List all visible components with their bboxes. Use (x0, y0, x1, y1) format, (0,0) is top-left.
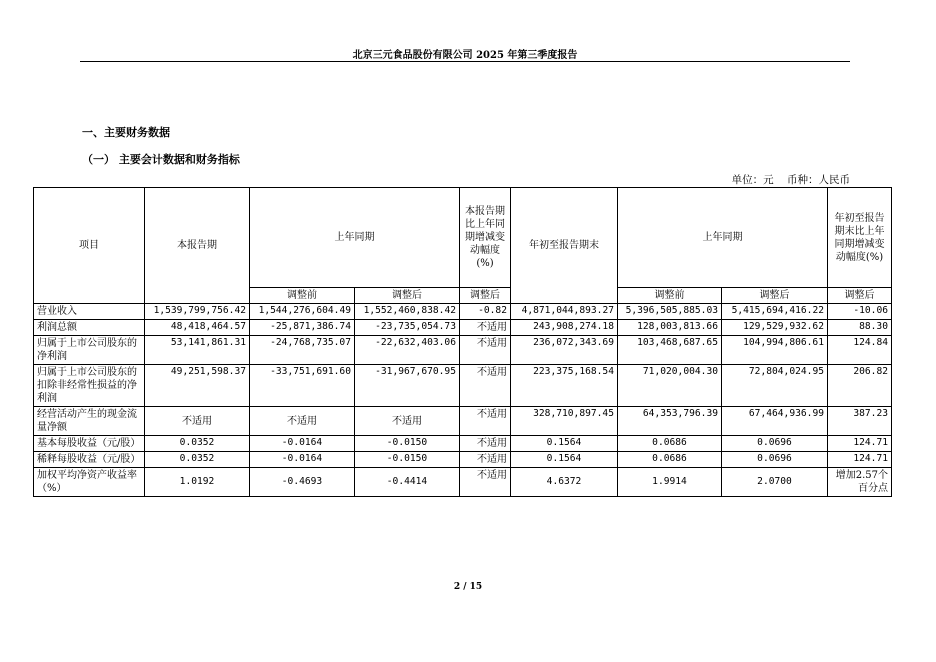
cell-value: 0.0352 (145, 436, 250, 452)
header-item: 项目 (34, 188, 145, 304)
cell-value: 增加2.57个百分点 (828, 468, 892, 497)
cell-value: 67,464,936.99 (722, 407, 828, 436)
cell-value: 72,804,024.95 (722, 365, 828, 407)
cell-value: 124.71 (828, 452, 892, 468)
cell-value: -31,967,670.95 (355, 365, 460, 407)
table-header-row (34, 188, 892, 288)
header-ytd: 年初至报告期末 (511, 188, 618, 304)
header-ytd-change: 年初至报告期末比上年同期增减变动幅度(%) (828, 188, 892, 288)
row-label: 加权平均净资产收益率（%） (34, 468, 145, 497)
cell-value: 0.0696 (722, 436, 828, 452)
subheader-after-change-ytd: 调整后 (828, 288, 892, 304)
cell-value: 0.1564 (511, 452, 618, 468)
cell-value: -24,768,735.07 (250, 336, 355, 365)
table-row (34, 320, 892, 336)
table-row (34, 304, 892, 320)
subheader-after-change: 调整后 (460, 288, 511, 304)
cell-value: 88.30 (828, 320, 892, 336)
cell-value: 1,544,276,604.49 (250, 304, 355, 320)
table-row (34, 336, 892, 365)
table-row (34, 468, 892, 497)
cell-value: 48,418,464.57 (145, 320, 250, 336)
page-number: 2 / 15 (453, 582, 483, 592)
cell-value: 103,468,687.65 (618, 336, 722, 365)
cell-value: 0.0352 (145, 452, 250, 468)
cell-value: 5,415,694,416.22 (722, 304, 828, 320)
cell-value: -10.06 (828, 304, 892, 320)
cell-value: 124.71 (828, 436, 892, 452)
row-label: 利润总额 (34, 320, 145, 336)
unit-label: 单位：元 (731, 174, 774, 186)
table-row (34, 407, 892, 436)
cell-value: 236,072,343.69 (511, 336, 618, 365)
cell-value: -22,632,403.06 (355, 336, 460, 365)
header-period-change: 本报告期比上年同期增减变动幅度(%) (460, 188, 511, 288)
cell-value: 0.0686 (618, 436, 722, 452)
subheader-after-ytd: 调整后 (722, 288, 828, 304)
row-label: 营业收入 (34, 304, 145, 320)
cell-value: -0.82 (460, 304, 511, 320)
row-label: 基本每股收益（元/股） (34, 436, 145, 452)
cell-value: 0.0696 (722, 452, 828, 468)
cell-value: 104,994,806.61 (722, 336, 828, 365)
cell-value: 0.1564 (511, 436, 618, 452)
cell-value: 不适用 (460, 320, 511, 336)
cell-value: -0.4693 (250, 468, 355, 497)
cell-value: -23,735,054.73 (355, 320, 460, 336)
subheader-after: 调整后 (355, 288, 460, 304)
cell-value: -33,751,691.60 (250, 365, 355, 407)
cell-value: 不适用 (460, 336, 511, 365)
cell-value: 328,710,897.45 (511, 407, 618, 436)
cell-value: 387.23 (828, 407, 892, 436)
cell-value: 4.6372 (511, 468, 618, 497)
section-subheading-accounting-data: （一） 主要会计数据和财务指标 (82, 153, 240, 166)
cell-value: 不适用 (145, 407, 250, 436)
cell-value: -0.0164 (250, 452, 355, 468)
cell-value: 124.84 (828, 336, 892, 365)
cell-value: 2.0700 (722, 468, 828, 497)
cell-value: 5,396,505,885.03 (618, 304, 722, 320)
header-prev-same-period: 上年同期 (250, 188, 460, 288)
cell-value: 53,141,861.31 (145, 336, 250, 365)
subheader-before: 调整前 (250, 288, 355, 304)
cell-value: 128,003,813.66 (618, 320, 722, 336)
cell-value: 不适用 (460, 436, 511, 452)
table-row (34, 452, 892, 468)
cell-value: 0.0686 (618, 452, 722, 468)
row-label: 稀释每股收益（元/股） (34, 452, 145, 468)
cell-value: 129,529,932.62 (722, 320, 828, 336)
cell-value: 不适用 (355, 407, 460, 436)
row-label: 归属于上市公司股东的扣除非经常性损益的净利润 (34, 365, 145, 407)
table-row (34, 436, 892, 452)
cell-value: 243,908,274.18 (511, 320, 618, 336)
cell-value: 不适用 (460, 468, 511, 497)
page-header-title: 北京三元食品股份有限公司 2025 年第三季度报告 (352, 50, 578, 61)
cell-value: 不适用 (460, 365, 511, 407)
table-row (34, 365, 892, 407)
cell-value: 1,552,460,838.42 (355, 304, 460, 320)
header-prev-same-ytd: 上年同期 (618, 188, 828, 288)
subheader-before-ytd: 调整前 (618, 288, 722, 304)
unit-currency-note (722, 172, 850, 187)
row-label: 归属于上市公司股东的净利润 (34, 336, 145, 365)
cell-value: 223,375,168.54 (511, 365, 618, 407)
cell-value: 1.0192 (145, 468, 250, 497)
cell-value: -0.0150 (355, 452, 460, 468)
section-heading-main-financial-data: 一、主要财务数据 (82, 126, 170, 139)
cell-value: -0.0150 (355, 436, 460, 452)
currency-label: 币种：人民币 (787, 174, 850, 186)
cell-value: 64,353,796.39 (618, 407, 722, 436)
cell-value: -0.0164 (250, 436, 355, 452)
cell-value: 不适用 (460, 407, 511, 436)
header-current-period: 本报告期 (145, 188, 250, 304)
cell-value: -0.4414 (355, 468, 460, 497)
cell-value: -25,871,386.74 (250, 320, 355, 336)
cell-value: 不适用 (460, 452, 511, 468)
header-rule (80, 61, 850, 62)
cell-value: 1,539,799,756.42 (145, 304, 250, 320)
financial-data-table (33, 187, 892, 497)
cell-value: 206.82 (828, 365, 892, 407)
cell-value: 4,871,044,893.27 (511, 304, 618, 320)
row-label: 经营活动产生的现金流量净额 (34, 407, 145, 436)
cell-value: 不适用 (250, 407, 355, 436)
cell-value: 71,020,004.30 (618, 365, 722, 407)
cell-value: 49,251,598.37 (145, 365, 250, 407)
cell-value: 1.9914 (618, 468, 722, 497)
